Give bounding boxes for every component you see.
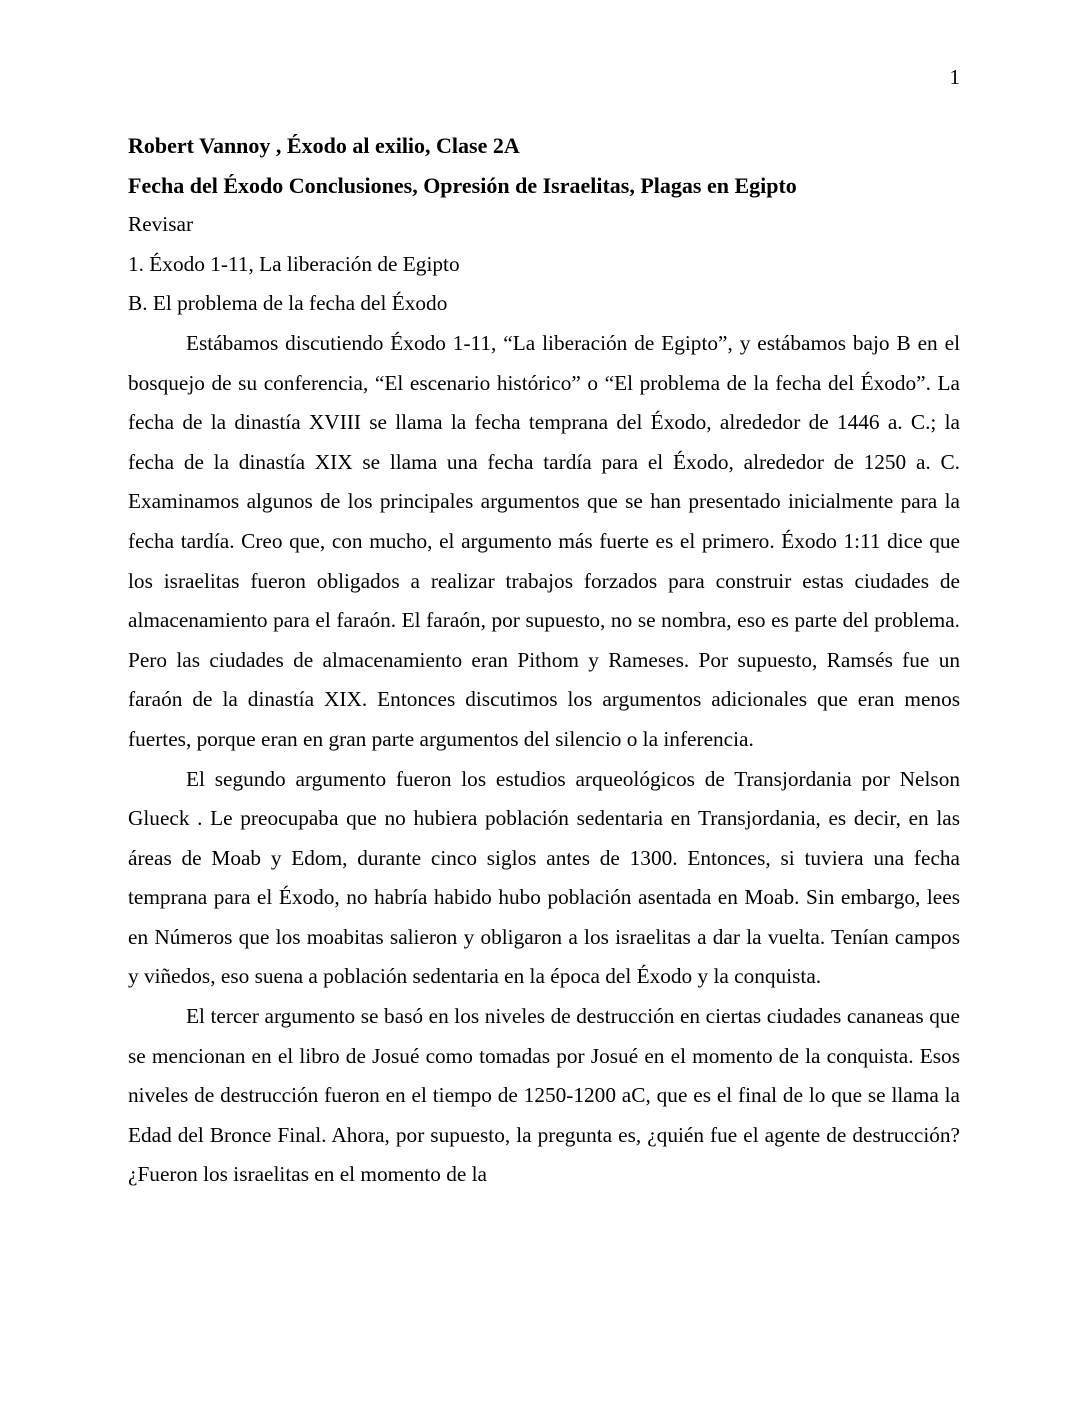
outline-review: Revisar: [128, 212, 194, 237]
outline-section-1: 1. Éxodo 1-11, La liberación de Egipto: [128, 251, 460, 276]
page-number: 1: [949, 65, 960, 89]
document-body: [128, 126, 960, 1195]
outline-section-b: B. El problema de la fecha del Éxodo: [128, 291, 448, 316]
document-title: Robert Vannoy , Éxodo al exilio, Clase 2A: [128, 133, 520, 158]
document-subtitle: Fecha del Éxodo Conclusiones, Opresión de Israelitas, Plagas en Egipto: [128, 172, 797, 198]
paragraph: El segundo argumento fueron los estudios arqueológicos de Transjordania por Nelson Glueck . Le preocupaba que no hubiera población sedentaria en Transjordania, es decir, en las áreas de Moab y Edom, durante cinco siglos antes de 1300. Entonces, si tuviera una fecha temprana para el Éxodo, no habría habido hubo población asentada en Moab. Sin embargo, lees en Números que los moabitas salieron y obligaron a los israelitas a dar la vuelta. Tenían campos y viñedos, eso suena a población sedentaria en la época del Éxodo y la conquista.: [128, 766, 960, 989]
paragraph: El tercer argumento se basó en los niveles de destrucción en ciertas ciudades cananeas que se mencionan en el libro de Josué como tomadas por Josué en el momento de la conquista. Esos niveles de destrucción fueron en el tiempo de 1250-1200 aC, que es el final de lo que se llama la Edad del Bronce Final. Ahora, por supuesto, la pregunta es, ¿quién fue el agente de destrucción? ¿Fueron los israelitas en el momento de la: [128, 1004, 960, 1187]
paragraph: Estábamos discutiendo Éxodo 1-11, “La liberación de Egipto”, y estábamos bajo B en el bosquejo de su conferencia, “El escenario histórico” o “El problema de la fecha del Éxodo”. La fecha de la dinastía XVIII se llama la fecha temprana del Éxodo, alrededor de 1446 a. C.; la fecha de la dinastía XIX se llama una fecha tardía para el Éxodo, alrededor de 1250 a. C. Examinamos algunos de los principales argumentos que se han presentado inicialmente para la fecha tardía. Creo que, con mucho, el argumento más fuerte es el primero. Éxodo 1:11 dice que los israelitas fueron obligados a realizar trabajos forzados para construir estas ciudades de almacenamiento para el faraón. El faraón, por supuesto, no se nombra, eso es parte del problema. Pero las ciudades de almacenamiento eran Pithom y Rameses. Por supuesto, Ramsés fue un faraón de la dinastía XIX. Entonces discutimos los argumentos adicionales que eran menos fuertes, porque eran en gran parte argumentos del silencio o la inferencia.: [128, 330, 960, 751]
